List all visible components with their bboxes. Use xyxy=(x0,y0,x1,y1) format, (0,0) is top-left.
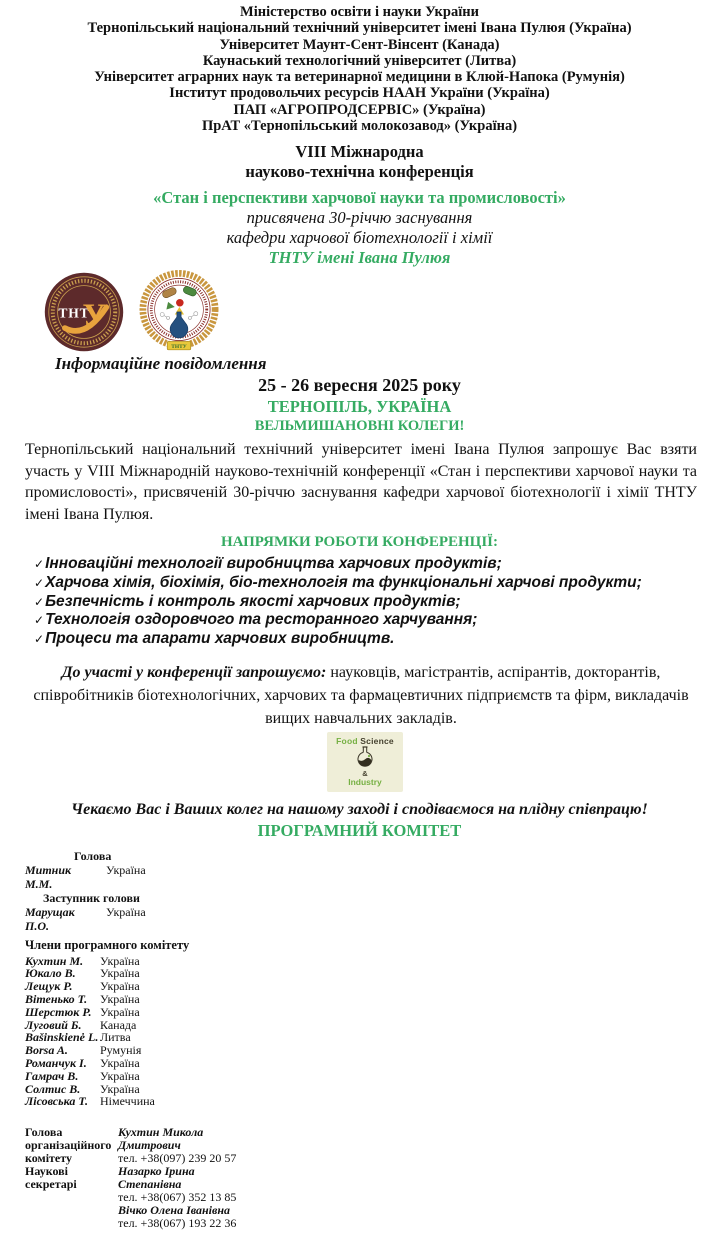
pc-member-name: Митник М.М. xyxy=(25,862,72,891)
pc-member-country: Україна xyxy=(100,966,140,981)
participants-lead: До участі у конференції запрошуємо: xyxy=(61,663,327,681)
member-row xyxy=(25,1006,719,1019)
pc-member-country: Україна xyxy=(106,904,146,919)
check-icon: ✓ xyxy=(34,632,45,647)
pc-member-country: Румунія xyxy=(100,1043,142,1058)
header-line: Тернопільський національний технічний університет імені Івана Пулюя (Україна) xyxy=(87,20,632,37)
header-line: Університет аграрних наук та ветеринарної медицини в Клюй-Напока (Румунія) xyxy=(94,69,625,86)
direction-item-text: Безпечність і контроль якості харчових продуктів; xyxy=(45,592,461,610)
pc-member-name: Borsa A. xyxy=(25,1043,68,1058)
event-date: 25 - 26 вересня 2025 року xyxy=(258,375,461,396)
dedication-university: ТНТУ імені Івана Пулюя xyxy=(268,248,451,268)
pc-member-country: Україна xyxy=(100,1056,140,1071)
member-row xyxy=(25,1057,719,1070)
info-label: Інформаційне повідомлення xyxy=(55,354,267,374)
pc-deputy-label: Заступник голови xyxy=(43,890,140,905)
org-role-label: Голова організаційного комітету xyxy=(25,1125,112,1166)
pc-member-country: Литва xyxy=(100,1030,131,1045)
org-person-name: Степанівна xyxy=(118,1177,182,1192)
food-word: Food xyxy=(336,736,358,747)
header-line: Каунаський технологічний університет (Литва) xyxy=(202,52,517,69)
members-label: Члени програмного комітету xyxy=(25,937,190,952)
organizing-committee-block xyxy=(25,1126,719,1230)
direction-item xyxy=(34,630,709,649)
greeting-line: ВЕЛЬМИШАНОВНІ КОЛЕГИ! xyxy=(254,418,465,435)
header-line: ПрАТ «Тернопільський молокозавод» (Україна) xyxy=(201,118,518,135)
dedication-line: присвячена 30-річчю заснування xyxy=(246,208,473,228)
direction-item-text: Інноваційні технології виробництва харчових продуктів; xyxy=(45,555,502,573)
logos-row xyxy=(0,272,719,352)
industry-label: Industry xyxy=(348,777,382,788)
pc-member-name: Вітенько Т. xyxy=(25,992,88,1007)
dedication-line: кафедри харчової біотехнології і хімії xyxy=(226,228,493,248)
pc-member-name: Кухтин М. xyxy=(25,953,84,968)
conference-theme: «Стан і перспективи харчової науки та промисловості» xyxy=(153,188,566,208)
org-person-phone: тел. +38(067) 352 13 85 xyxy=(118,1190,237,1205)
flask-icon xyxy=(354,746,376,770)
org-person-phone: тел. +38(097) 239 20 57 xyxy=(118,1151,237,1166)
pc-deputy-row xyxy=(25,905,719,933)
pc-member-country: Україна xyxy=(100,979,140,994)
pc-member-country: Україна xyxy=(100,1068,140,1083)
member-row xyxy=(25,1095,719,1108)
pc-member-name: Лещук Р. xyxy=(25,979,73,994)
org-person-name: Назарко Ірина xyxy=(118,1164,195,1179)
tntu-university-logo-icon xyxy=(44,272,124,352)
check-icon: ✓ xyxy=(34,594,45,609)
tntu-logo-letter: У xyxy=(82,296,106,333)
conference-title: VIII Міжнародна xyxy=(295,142,424,162)
pc-member-name: Гамрач В. xyxy=(25,1068,79,1083)
direction-item xyxy=(34,574,709,593)
program-committee-head-block xyxy=(25,849,719,933)
conference-subtitle: науково-технічна конференція xyxy=(245,162,474,182)
pc-member-name: Bašinskienė L. xyxy=(25,1030,99,1045)
pc-member-country: Україна xyxy=(100,1004,140,1019)
pc-member-name: Марущак П.О. xyxy=(25,904,75,933)
header-line: ПАП «АГРОПРОДСЕРВІС» (Україна) xyxy=(233,101,486,118)
check-icon: ✓ xyxy=(34,576,45,591)
pc-member-country: Україна xyxy=(100,953,140,968)
pc-member-country: Україна xyxy=(100,992,140,1007)
org-person-phone: тел. +38(067) 193 22 36 xyxy=(118,1216,237,1231)
pc-member-country: Канада xyxy=(100,1017,137,1032)
directions-title: НАПРЯМКИ РОБОТИ КОНФЕРЕНЦІЇ: xyxy=(220,534,499,551)
invitation-paragraph: Тернопільський національний технічний університет імені Івана Пулюя запрошує Вас взяти участь у VIII Міжнародній науково-технічній конференції «Стан і перспективи харчової науки та промисловості», присвяченій 30-річчю заснування кафедри харчової біотехнології і хімії ТНТУ імені Івана Пулюя. xyxy=(25,441,697,523)
check-icon: ✓ xyxy=(34,613,45,628)
pc-head-row xyxy=(25,863,719,891)
organizers-header xyxy=(0,0,719,134)
org-person-name: Вічко Олена Іванівна xyxy=(118,1203,231,1218)
direction-item-text: Харчова хімія, біохімія, біо-технологія та функціональні харчові продукти; xyxy=(45,574,642,592)
program-committee-members-block xyxy=(25,939,719,1108)
member-row xyxy=(25,993,719,1006)
header-line: Інститут продовольчих ресурсів НААН України (Україна) xyxy=(169,85,550,102)
pc-member-country: Україна xyxy=(100,1081,140,1096)
direction-item-text: Технологія оздоровчого та ресторанного харчування; xyxy=(45,611,478,629)
participants-paragraph xyxy=(25,661,697,730)
direction-item xyxy=(34,555,709,574)
check-icon: ✓ xyxy=(34,557,45,572)
org-person-name: Кухтин Микола xyxy=(118,1125,204,1140)
event-location: ТЕРНОПІЛЬ, УКРАЇНА xyxy=(267,397,452,417)
org-head-row xyxy=(25,1126,719,1165)
org-role-label: Наукові секретарі xyxy=(25,1164,77,1192)
pc-member-country: Україна xyxy=(106,862,146,877)
conference-title-block xyxy=(0,142,719,268)
pc-member-country: Німеччина xyxy=(100,1094,155,1109)
direction-item-text: Процеси та апарати харчових виробництв. xyxy=(45,630,395,648)
org-person-name: Дмитрович xyxy=(118,1138,181,1153)
pc-member-name: Юкало В. xyxy=(25,966,76,981)
org-secretaries-row xyxy=(25,1165,719,1230)
dept-logo-banner-text: ТНТУ xyxy=(171,344,187,351)
direction-item xyxy=(34,593,709,612)
closing-note: Чекаємо Вас і Ваших колег на нашому заході і сподіваємося на плідну співпрацю! xyxy=(71,800,648,818)
science-word: Science xyxy=(360,736,394,747)
pc-member-name: Романчук І. xyxy=(25,1056,87,1071)
pc-member-name: Луговий Б. xyxy=(25,1017,82,1032)
pc-member-name: Лісовська Т. xyxy=(25,1094,88,1109)
food-science-label xyxy=(336,736,394,746)
directions-list xyxy=(34,555,709,649)
member-row xyxy=(25,1070,719,1083)
tntu-logo-text: ТНТ xyxy=(58,305,90,321)
pc-member-name: Шерстюк Р. xyxy=(25,1004,92,1019)
header-line: Міністерство освіти і науки України xyxy=(240,4,479,20)
participants-text: науковців, магістрантів, аспірантів, докторантів, співробітників біотехнологічних, харчових та фармацевтичних підприємств та фірм, викладачів вищих навчальних закладів. xyxy=(33,663,689,727)
pc-member-name: Солтис В. xyxy=(25,1081,81,1096)
direction-item xyxy=(34,611,709,630)
header-line: Університет Маунт-Сент-Вінсент (Канада) xyxy=(219,36,500,53)
food-science-industry-logo xyxy=(327,732,403,792)
pc-head-label: Голова xyxy=(74,848,112,863)
food-biotech-department-logo-icon xyxy=(136,270,222,354)
ampersand-label: & xyxy=(362,769,368,779)
program-committee-title: ПРОГРАМНИЙ КОМІТЕТ xyxy=(257,820,462,840)
